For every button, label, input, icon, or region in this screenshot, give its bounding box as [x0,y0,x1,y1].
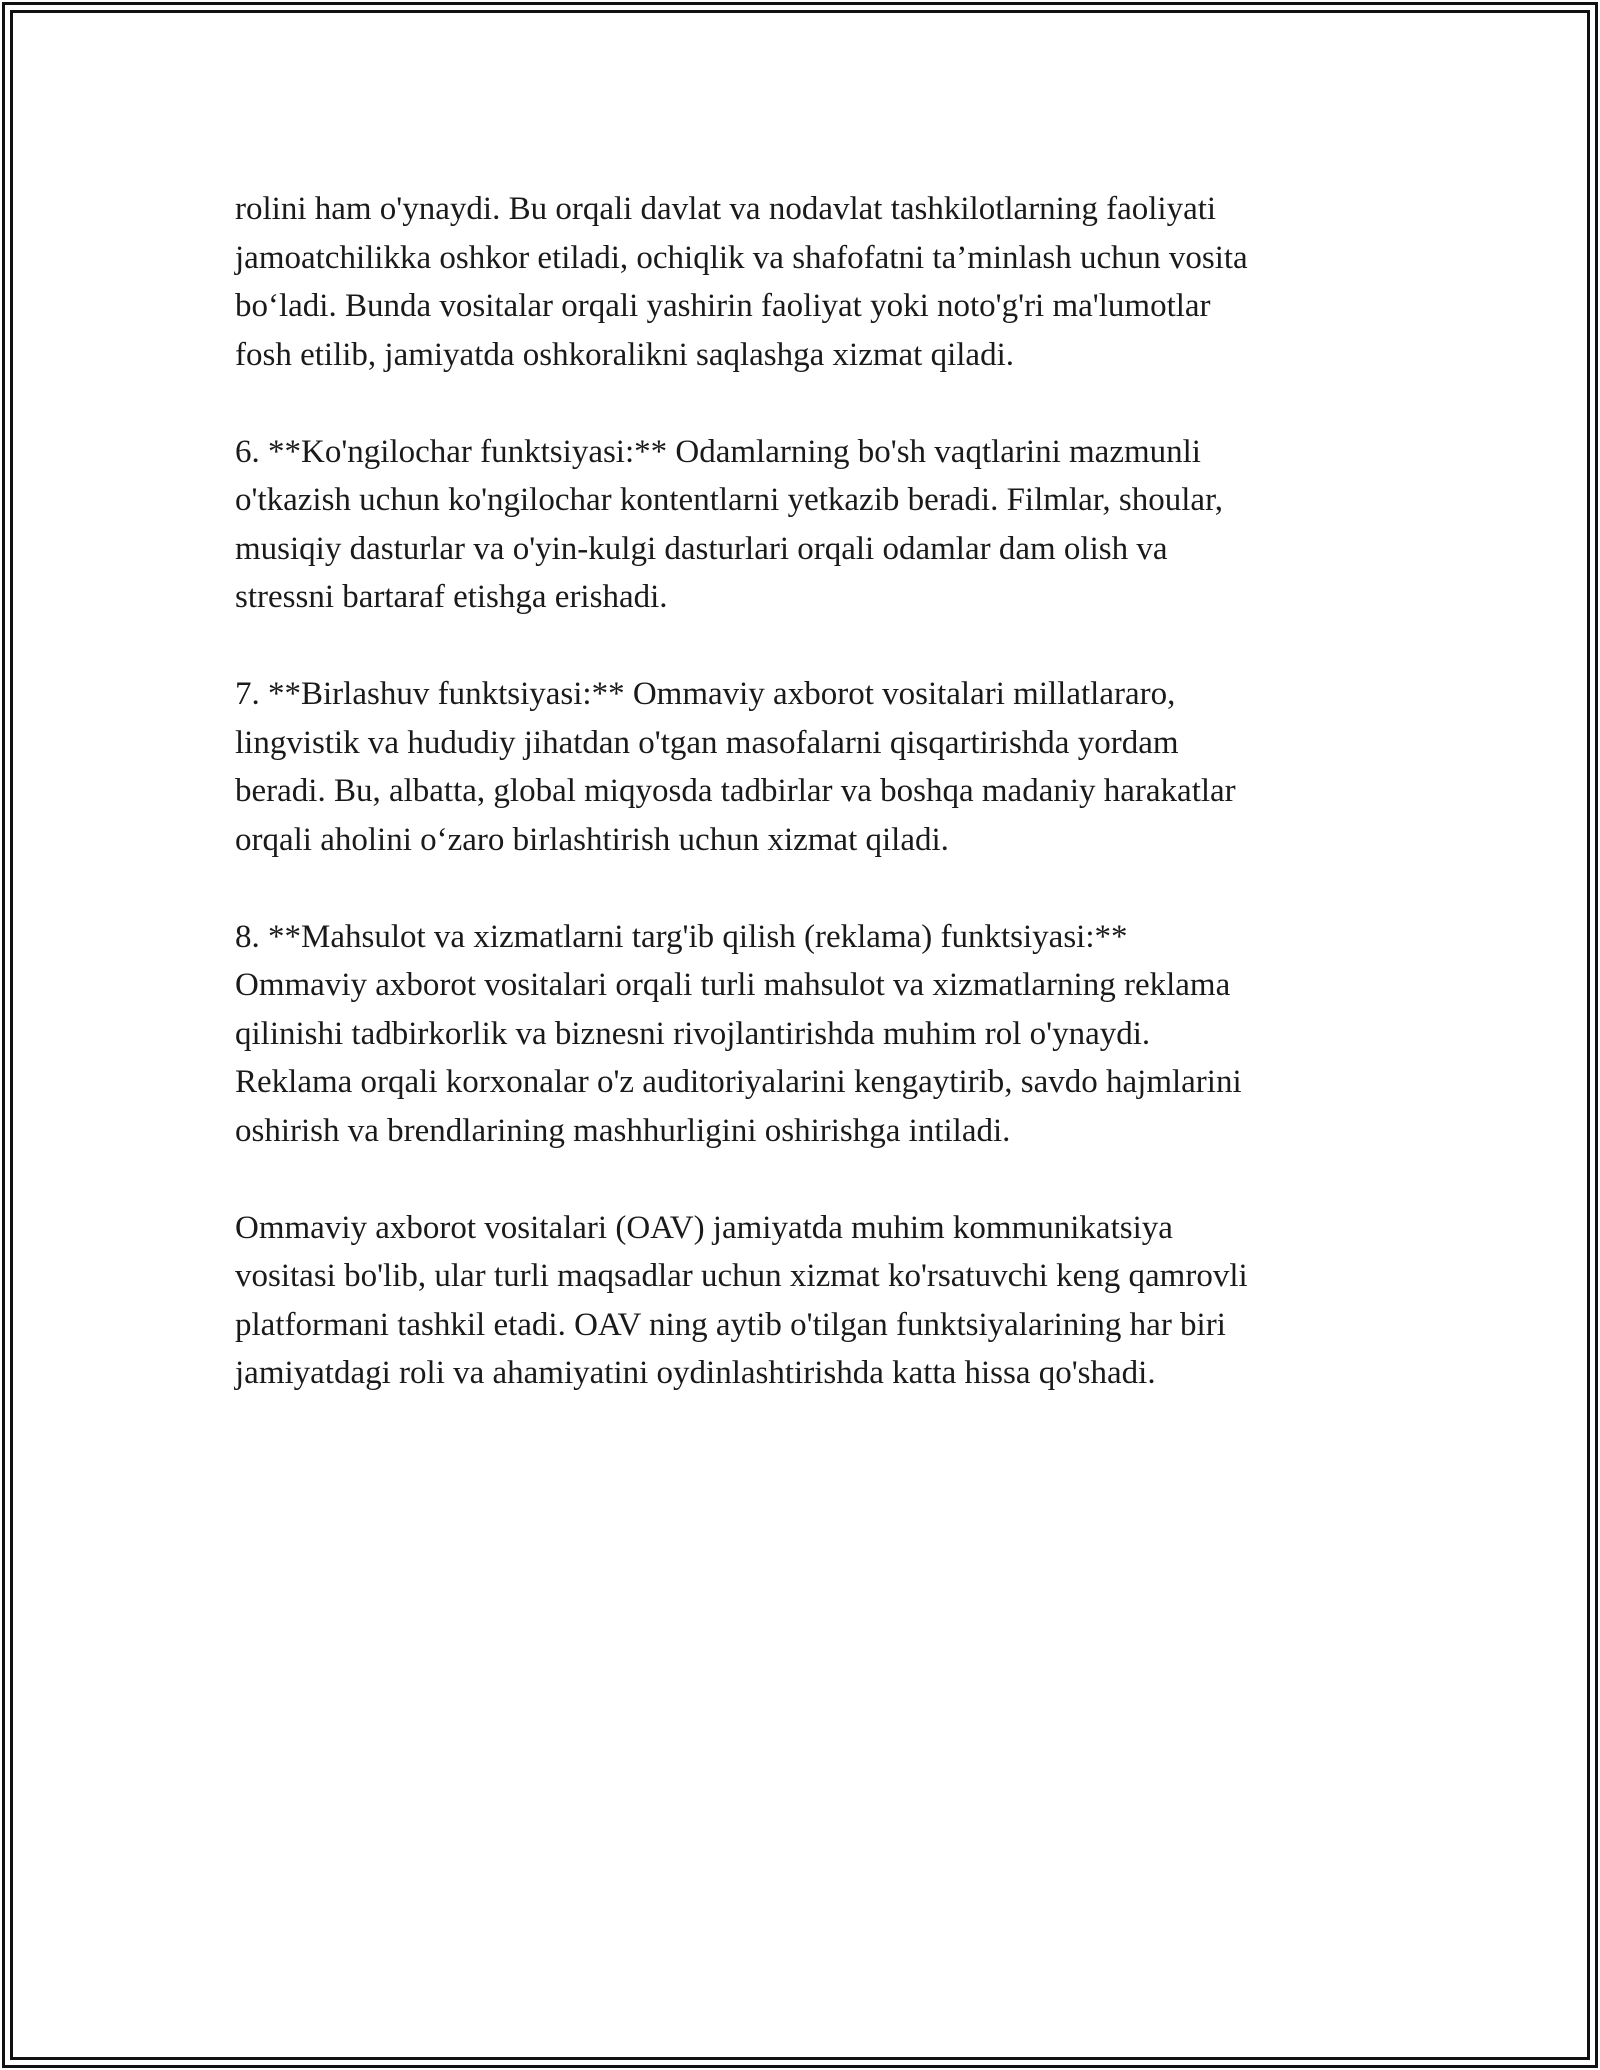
text-line: 8. **Mahsulot va xizmatlarni targ'ib qilish (reklama) funktsiyasi:** [235,918,1128,955]
text-line: vositasi bo'lib, ular turli maqsadlar uchun xizmat ko'rsatuvchi keng qamrovli [235,1258,1248,1294]
text-line: 6. **Ko'ngilochar funktsiyasi:** Odamlarning bo'sh vaqtlarini mazmunli [235,433,1201,470]
text-line: oshirish va brendlarining mashhurligini oshirishga intiladi. [235,1112,1011,1149]
text-line: Ommaviy axborot vositalari orqali turli mahsulot va xizmatlarning reklama [235,967,1231,1003]
text-line: bo‘ladi. Bunda vositalar orqali yashirin faoliyat yoki noto'g'ri ma'lumotlar [235,288,1211,324]
text-line: stressni bartaraf etishga erishadi. [235,579,668,615]
paragraph-advertising-function [235,913,1385,1156]
paragraph-conclusion [235,1204,1385,1398]
text-line: lingvistik va hududiy jihatdan o'tgan masofalarni qisqartirishda yordam [235,724,1179,761]
text-line: fosh etilib, jamiyatda oshkoralikni saqlashga xizmat qiladi. [235,336,1014,373]
text-line: Reklama orqali korxonalar o'z auditoriyalarini kengaytirib, savdo hajmlarini [235,1064,1242,1100]
text-line: beradi. Bu, albatta, global miqyosda tadbirlar va boshqa madaniy harakatlar [235,773,1236,809]
paragraph-unification-function [235,670,1385,864]
text-line: 7. **Birlashuv funktsiyasi:** Ommaviy axborot vositalari millatlararo, [235,676,1176,712]
text-line: jamiyatdagi roli va ahamiyatini oydinlashtirishda katta hissa qo'shadi. [235,1355,1156,1391]
text-line: orqali aholini o‘zaro birlashtirish uchun xizmat qiladi. [235,821,949,858]
document-body [235,185,1385,1446]
text-line: o'tkazish uchun ko'ngilochar kontentlarni yetkazib beradi. Filmlar, shoular, [235,482,1223,518]
text-line: Ommaviy axborot vositalari (OAV) jamiyatda muhim kommunikatsiya [235,1209,1173,1246]
text-line: jamoatchilikka oshkor etiladi, ochiqlik va shafofatni ta’minlash uchun vosita [235,239,1248,276]
text-line: musiqiy dasturlar va o'yin-kulgi dasturlari orqali odamlar dam olish va [235,530,1168,567]
text-line: platformani tashkil etadi. OAV ning aytib o'tilgan funktsiyalarining har biri [235,1306,1226,1343]
text-line: qilinishi tadbirkorlik va biznesni rivojlantirishda muhim rol o'ynaydi. [235,1015,1151,1052]
paragraph-transparency-continued [235,185,1385,379]
text-line: rolini ham o'ynaydi. Bu orqali davlat va nodavlat tashkilotlarning faoliyati [235,191,1217,227]
paragraph-entertainment-function [235,428,1385,622]
